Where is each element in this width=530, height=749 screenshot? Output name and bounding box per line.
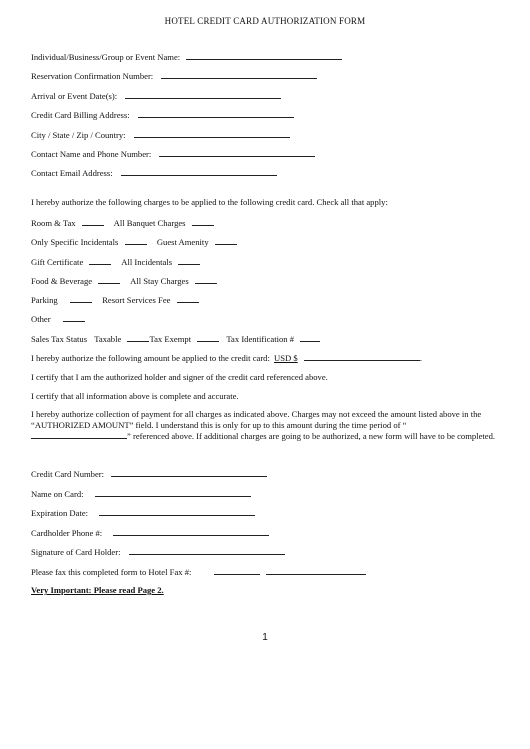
contact-name-input[interactable]: [159, 148, 315, 157]
resort-fee-check[interactable]: [177, 294, 199, 303]
city-state-row: [31, 129, 290, 141]
sales-tax-row: [31, 333, 320, 345]
contact-email-row: [31, 167, 277, 179]
city-state-input[interactable]: [134, 129, 290, 138]
signature-label: Signature of Card Holder:: [31, 547, 121, 557]
gift-certificate-check[interactable]: [89, 256, 111, 265]
contact-name-row: [31, 148, 315, 160]
signature-input[interactable]: [129, 546, 285, 555]
cardholder-phone-label: Cardholder Phone #:: [31, 528, 103, 538]
reservation-number-input[interactable]: [161, 70, 317, 79]
billing-address-row: [31, 109, 294, 121]
important-note: Very Important: Please read Page 2.: [31, 585, 164, 595]
tax-id-input[interactable]: [300, 333, 320, 342]
form-title: HOTEL CREDIT CARD AUTHORIZATION FORM: [164, 16, 366, 26]
amount-text: I hereby authorize the following amount be applied to the credit card:: [31, 353, 270, 363]
page-number: 1: [262, 632, 268, 643]
reservation-number-label: Reservation Confirmation Number:: [31, 71, 154, 81]
only-specific-check[interactable]: [125, 236, 147, 245]
billing-address-label: Credit Card Billing Address:: [31, 110, 130, 120]
other-check[interactable]: [63, 313, 85, 322]
guest-amenity-check[interactable]: [215, 236, 237, 245]
expiration-input[interactable]: [99, 507, 255, 516]
fax-area-input[interactable]: [214, 566, 260, 575]
name-on-card-row: [31, 488, 251, 500]
arrival-date-label: Arrival or Event Date(s):: [31, 91, 118, 101]
all-banquet-label: All Banquet Charges: [113, 218, 186, 228]
fax-number-input[interactable]: [266, 566, 366, 575]
tax-exempt-label: Tax Exempt: [149, 334, 192, 344]
all-incidentals-label: All Incidentals: [121, 257, 173, 267]
tax-exempt-check[interactable]: [197, 333, 219, 342]
arrival-date-input[interactable]: [125, 90, 281, 99]
food-beverage-label: Food & Beverage: [31, 276, 93, 286]
card-number-row: [31, 468, 267, 480]
expiration-label: Expiration Date:: [31, 508, 89, 518]
other-label: Other: [31, 314, 51, 324]
collection-part2: ” referenced above. If additional charges are going to be authorized, a new form will have to be completed.: [127, 431, 496, 442]
all-stay-label: All Stay Charges: [130, 276, 189, 286]
event-name-input[interactable]: [186, 51, 342, 60]
food-beverage-check[interactable]: [98, 275, 120, 284]
contact-email-input[interactable]: [121, 167, 277, 176]
taxable-label: Taxable: [94, 334, 122, 344]
signature-row: [31, 546, 285, 558]
amount-row: [31, 352, 422, 364]
expiration-row: [31, 507, 255, 519]
quote-open: “: [402, 419, 407, 430]
only-specific-label: Only Specific Incidentals: [31, 237, 119, 247]
fax-row: [31, 566, 366, 578]
amount-end: .: [419, 353, 422, 363]
card-number-label: Credit Card Number:: [31, 469, 105, 479]
contact-email-label: Contact Email Address:: [31, 168, 113, 178]
collection-part1: I hereby authorize collection of payment for all charges as indicated above. Charges may not exceed the amount listed above in the “AUTHORIZED AMOUNT” field. I understand this is only for up to this amount during the time period of: [31, 409, 482, 430]
currency-label: USD $: [274, 353, 298, 363]
charges-row-6: [31, 313, 85, 325]
certify-holder-text: I certify that I am the authorized holder and signer of the credit card referenced above.: [31, 372, 328, 382]
authorized-amount-input[interactable]: [304, 352, 420, 361]
parking-check[interactable]: [70, 294, 92, 303]
resort-fee-label: Resort Services Fee: [102, 295, 171, 305]
charges-row-3: [31, 256, 200, 268]
sales-tax-label: Sales Tax Status: [31, 334, 88, 344]
parking-label: Parking: [31, 295, 58, 305]
collection-paragraph: [31, 409, 499, 442]
event-name-label: Individual/Business/Group or Event Name:: [31, 52, 181, 62]
billing-address-input[interactable]: [138, 109, 294, 118]
room-tax-check[interactable]: [82, 217, 104, 226]
city-state-label: City / State / Zip / Country:: [31, 130, 126, 140]
charges-row-4: [31, 275, 217, 287]
cardholder-phone-row: [31, 527, 269, 539]
tax-id-label: Tax Identification #: [226, 334, 295, 344]
name-on-card-label: Name on Card:: [31, 489, 84, 499]
cardholder-phone-input[interactable]: [113, 527, 269, 536]
all-incidentals-check[interactable]: [178, 256, 200, 265]
certify-info-text: I certify that all information above is complete and accurate.: [31, 391, 239, 401]
gift-certificate-label: Gift Certificate: [31, 257, 84, 267]
event-name-row: [31, 51, 342, 63]
name-on-card-input[interactable]: [95, 488, 251, 497]
charges-row-1: [31, 217, 214, 229]
all-stay-check[interactable]: [195, 275, 217, 284]
guest-amenity-label: Guest Amenity: [156, 237, 209, 247]
charges-intro: I hereby authorize the following charges to be applied to the following credit card. Check all that apply:: [31, 197, 388, 207]
taxable-check[interactable]: [127, 333, 149, 342]
all-banquet-check[interactable]: [192, 217, 214, 226]
contact-name-label: Contact Name and Phone Number:: [31, 149, 152, 159]
room-tax-label: Room & Tax: [31, 218, 76, 228]
fax-label: Please fax this completed form to Hotel Fax #:: [31, 567, 192, 577]
charges-row-2: [31, 236, 237, 248]
card-number-input[interactable]: [111, 468, 267, 477]
charges-row-5: [31, 294, 199, 306]
time-period-input[interactable]: [31, 430, 127, 439]
reservation-number-row: [31, 70, 317, 82]
arrival-date-row: [31, 90, 281, 102]
